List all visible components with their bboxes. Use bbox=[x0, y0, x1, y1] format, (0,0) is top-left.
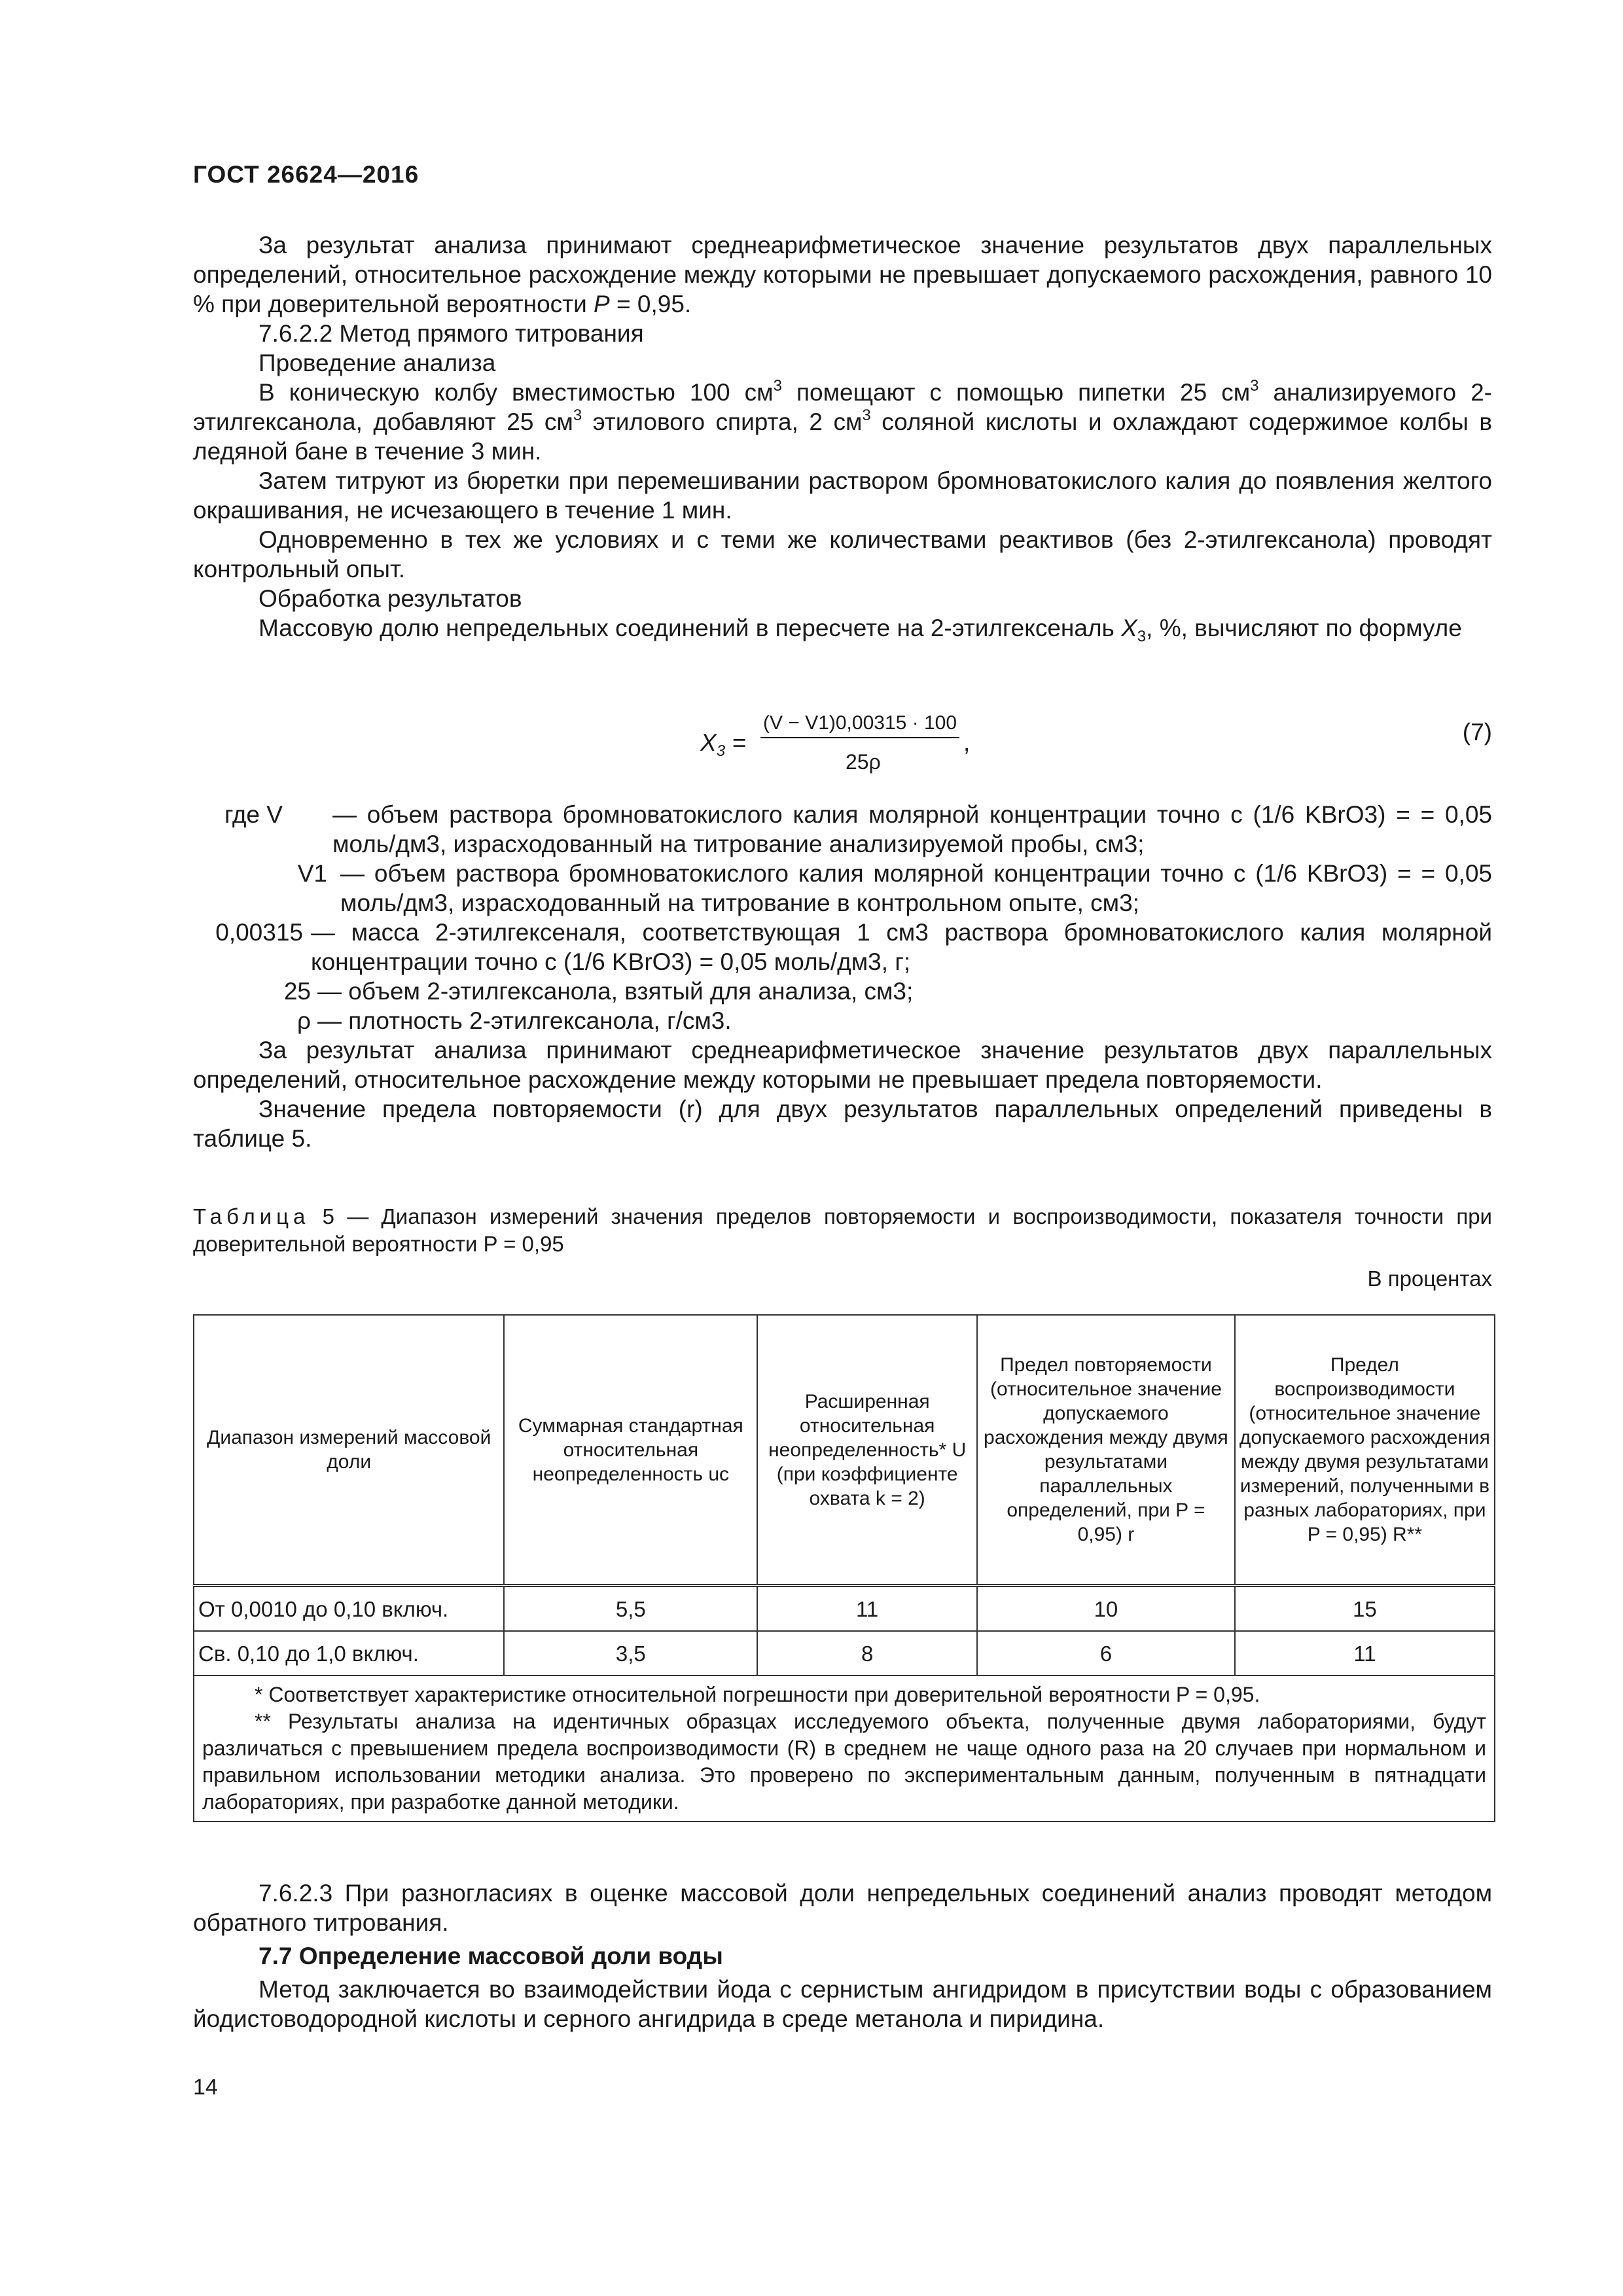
table-caption: Таблица 5 — Диапазон измерений значения пределов повторяемости и воспроизводимости, показателя точности при доверительной вероятности P = 0,95 bbox=[193, 1204, 1492, 1256]
paragraph-formula-intro: Массовую долю непредельных соединений в пересчете на 2-этилгексеналь $X_3$, %, вычисляют по формуле bbox=[259, 615, 1462, 645]
table-notes bbox=[194, 1676, 1495, 1821]
table-header-cell: Предел повторяемости (относительное значение допускаемого расхождения между двумя результатами параллельных определений, при P = 0,95) r bbox=[977, 1315, 1235, 1586]
section-7622-heading: 7.6.2.2 Метод прямого титрования bbox=[259, 320, 644, 347]
paragraph-control: Одновременно в тех же условиях и с теми же количествами реактивов (без 2-этилгексанола) проводят контрольный опыт. bbox=[193, 526, 1492, 583]
table-header-cell: Суммарная стандартная относительная неопределенность uc bbox=[504, 1315, 757, 1586]
table-note: * Соответствует характеристике относительной погрешности при доверительной вероятности P = 0,95. bbox=[255, 1683, 1260, 1706]
formula-lhs: $X_3$ = bbox=[700, 729, 746, 760]
paragraph-procedure: В коническую колбу вместимостью 100 $см^3$ помещают с помощью пипетки 25 $см^3$ анализируемого 2-этилгексанола, добавляют 25 $см^3$ этилового спирта, 2 $см^3$ соляной кислоты и охлаждают содержимое колбы в ледяной бане в течение 3 мин. bbox=[193, 377, 1492, 465]
table-5 bbox=[193, 1314, 1495, 1822]
formula-denominator: 25ρ bbox=[846, 750, 881, 774]
definition-item: где V — объем раствора бромноватокислого калия молярной концентрации точно c (1/6 KBrO3) = = 0,05 моль/дм3, израсходованный на титрование анализируемой пробы, см3; bbox=[224, 801, 1492, 857]
table-cell: 3,5 bbox=[504, 1631, 757, 1676]
definition-item: V1 — объем раствора бромноватокислого калия молярной концентрации точно c (1/6 KBrO3) = = 0,05 моль/дм3, израсходованный на титрование в контрольном опыте, см3; bbox=[297, 860, 1492, 916]
table-cell: 6 bbox=[977, 1631, 1235, 1676]
definition-item: 25 — объем 2-этилгексанола, взятый для анализа, см3; bbox=[283, 978, 914, 1005]
definition-item: 0,00315 — масса 2-этилгексеналя, соответствующая 1 см3 раствора бромноватокислого калия молярной концентрации точно c (1/6 KBrO3) = 0,05 моль/дм3, г; bbox=[215, 919, 1492, 975]
formula-numerator: (V − V1)0,00315 · 100 bbox=[760, 712, 959, 738]
paragraph-7623: 7.6.2.3 При разногласиях в оценке массовой доли непредельных соединений анализ проводят методом обратного титрования. bbox=[193, 1880, 1492, 1936]
table-header-cell: Предел воспроизводимости (относительное значение допускаемого расхождения между двумя результатами измерений, полученными в разных лабораториях, при P = 0,95) R** bbox=[1235, 1315, 1495, 1586]
results-title: Обработка результатов bbox=[259, 585, 522, 612]
paragraph-titration: Затем титруют из бюретки при перемешивании раствором бромноватокислого калия до появления желтого окрашивания, не исчезающего в течение 1 мин. bbox=[193, 467, 1492, 524]
table-row bbox=[194, 1631, 1495, 1676]
table-note: ** Результаты анализа на идентичных образцах исследуемого объекта, полученные двумя лабораториями, будут различаться с превышением предела воспроизводимости (R) в среднем не чаще одного раза на 20 случаев при нормальном и правильном использовании методики анализа. Это проверено по экспериментальным данным, полученным в пятнадцати лабораториях, при разработке данной методики. bbox=[202, 1710, 1486, 1814]
section-77-heading: 7.7 Определение массовой доли воды bbox=[259, 1943, 723, 1969]
table-notes-row bbox=[194, 1676, 1495, 1821]
table-row bbox=[194, 1586, 1495, 1632]
page-number: 14 bbox=[193, 2075, 218, 2100]
bottom-text-block bbox=[193, 1878, 1492, 2034]
table-header-cell: Диапазон измерений массовой доли bbox=[194, 1315, 504, 1586]
paragraph-result: За результат анализа принимают среднеарифметическое значение результатов двух параллельных определений, относительное расхождение между которыми не превышает допускаемого расхождения, равного 10 % при доверительной вероятности P = 0,95. bbox=[193, 232, 1492, 317]
top-text-block bbox=[193, 230, 1492, 643]
table-header-row bbox=[194, 1315, 1495, 1586]
table-header-cell: Расширенная относительная неопределенность* U (при коэффициенте охвата k = 2) bbox=[757, 1315, 977, 1586]
procedure-title: Проведение анализа bbox=[259, 350, 496, 376]
table-cell: 8 bbox=[757, 1631, 977, 1676]
table-cell: От 0,0010 до 0,10 включ. bbox=[194, 1586, 504, 1632]
formula-7: $X_3$ = (V − V1)0,00315 · 100 25ρ , (7) bbox=[700, 712, 1492, 774]
paragraph-table-ref: Значение предела повторяемости (r) для двух результатов параллельных определений приведены в таблице 5. bbox=[193, 1096, 1492, 1152]
variable-definitions bbox=[193, 800, 1492, 1153]
table-cell: 15 bbox=[1235, 1586, 1495, 1632]
table-cell: 11 bbox=[1235, 1631, 1495, 1676]
paragraph-water-method: Метод заключается во взаимодействии йода с сернистым ангидридом в присутствии воды с образованием йодистоводородной кислоты и серного ангидрида в среде метанола и пиридина. bbox=[193, 1976, 1492, 2032]
table-cell: 5,5 bbox=[504, 1586, 757, 1632]
document-header: ГОСТ 26624—2016 bbox=[193, 161, 419, 188]
equation-number: (7) bbox=[1462, 719, 1492, 745]
table-units: В процентах bbox=[1367, 1266, 1492, 1291]
table-cell: 10 bbox=[977, 1586, 1235, 1632]
table-cell: Св. 0,10 до 1,0 включ. bbox=[194, 1631, 504, 1676]
table-cell: 11 bbox=[757, 1586, 977, 1632]
definition-item: ρ — плотность 2-этилгексанола, г/см3. bbox=[296, 1007, 732, 1034]
paragraph-repeatability: За результат анализа принимают среднеарифметическое значение результатов двух параллельных определений, относительное расхождение между которыми не превышает предела повторяемости. bbox=[193, 1037, 1492, 1093]
